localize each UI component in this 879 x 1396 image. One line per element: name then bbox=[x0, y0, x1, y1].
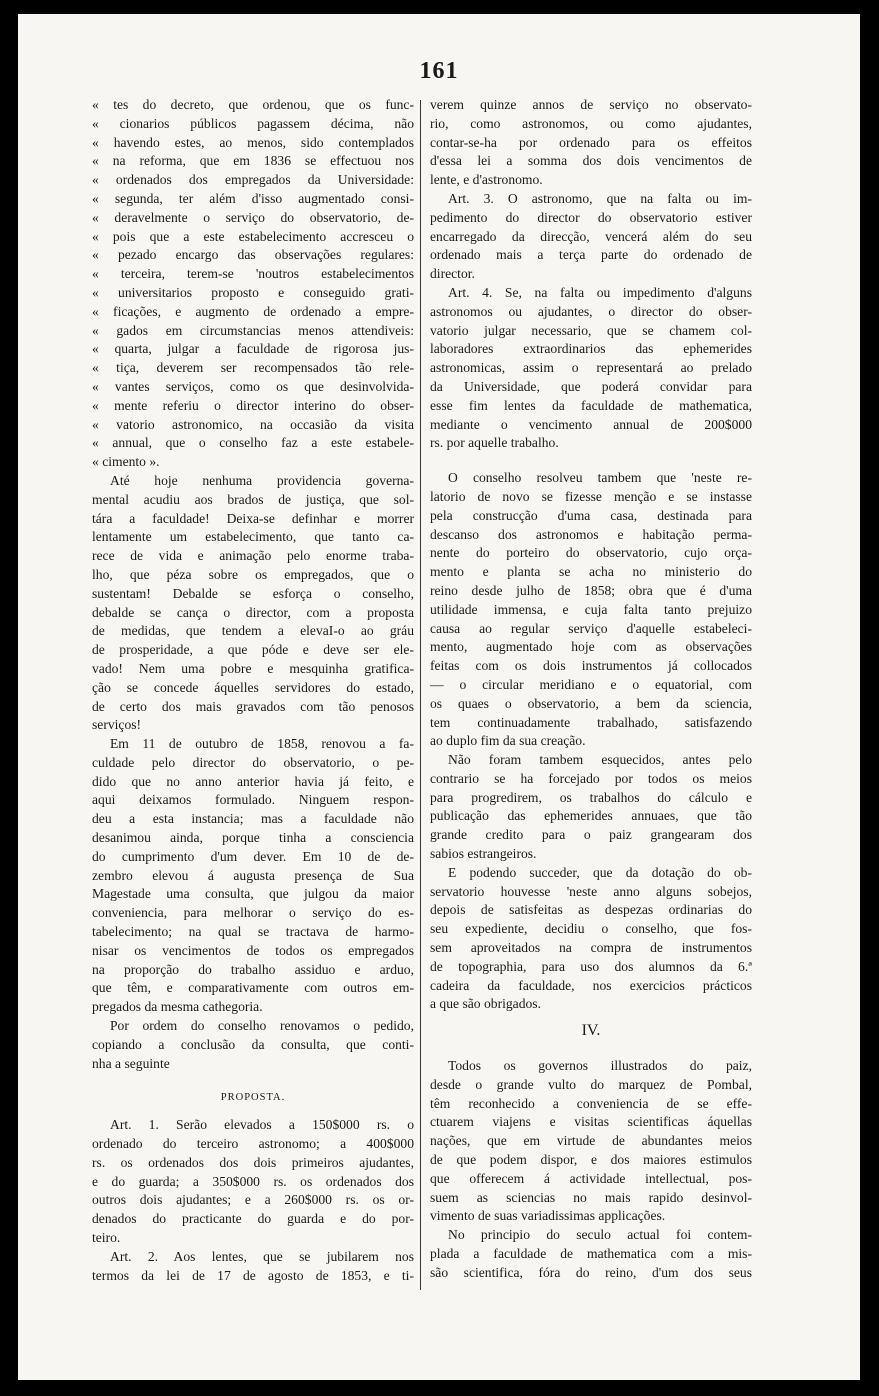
text-line: « pois que a este estabelecimento accresceu o bbox=[92, 228, 414, 244]
text-line: « tiça, deverem ser recompensados tão rele- bbox=[92, 360, 414, 376]
text-line: Art. 1. Serão elevados a 150$000 rs. o bbox=[110, 1117, 414, 1133]
text-line: director. bbox=[430, 266, 475, 282]
text-line: mento e planta se acha no ministerio do bbox=[430, 564, 752, 580]
text-line: para progredirem, os trabalhos do cálculo e bbox=[430, 789, 752, 805]
text-line: latorio de novo se fizesse menção e se instasse bbox=[430, 488, 752, 504]
text-line: grande credito para o paiz grangearam dos bbox=[430, 827, 752, 843]
text-line: ao duplo fim da sua creação. bbox=[430, 733, 586, 749]
spacer bbox=[430, 453, 752, 469]
text-line: denados do practicante do guarda e do por- bbox=[92, 1211, 414, 1227]
text-line: Não foram tambem esquecidos, antes pelo bbox=[448, 752, 752, 768]
text-line: zembro elevou á augusta presença de Sua bbox=[92, 867, 414, 883]
text-line: do cumprimento d'um dever. Em 10 de de- bbox=[92, 848, 414, 864]
text-line: « vantes serviços, como os que desinvolvida- bbox=[92, 378, 414, 394]
text-line: descanso dos astronomos e habitação perma- bbox=[430, 526, 752, 542]
text-line: causa ao regular serviço d'aquelle estabeleci- bbox=[430, 620, 752, 636]
text-line: « ordenados dos empregados da Universidade: bbox=[92, 172, 414, 188]
text-line: rs. por aquelle trabalho. bbox=[430, 435, 559, 451]
text-line: depois de satisfeitas as despezas ordinarias do bbox=[430, 902, 752, 918]
text-line: desde o grande vulto do marquez de Pombal, bbox=[430, 1076, 752, 1092]
text-line: vimento de suas variadissimas applicações. bbox=[430, 1208, 666, 1224]
text-line: nente do porteiro do observatorio, cujo orça- bbox=[430, 545, 752, 561]
text-line: « na reforma, que em 1836 se effectuou nos bbox=[92, 153, 414, 169]
text-line: d'essa lei a somma dos dois vencimentos de bbox=[430, 153, 752, 169]
text-line: « mente referiu o director interino do obser- bbox=[92, 397, 414, 413]
text-line: « tes do decreto, que ordenou, que os func- bbox=[92, 97, 414, 112]
text-line: nações, que em virtude de abundantes meios bbox=[430, 1133, 752, 1149]
text-line: rs. os ordenados dos dois primeiros ajudantes, bbox=[92, 1154, 414, 1170]
text-line: — o circular meridiano e o equatorial, com bbox=[430, 676, 752, 692]
text-line: que offerecem á actividade intellectual, pos- bbox=[430, 1170, 752, 1186]
text-line: tára a faculdade! Deixa-se definhar e morrer bbox=[92, 510, 414, 526]
text-line: pregados da mesma cathegoria. bbox=[92, 999, 263, 1015]
text-line: « ficações, e augmento de ordenado a empre- bbox=[92, 303, 414, 319]
text-line: pedimento do director do observatorio estiver bbox=[430, 209, 752, 225]
text-line: tabelecimento; na qual se tractava de harmo- bbox=[92, 924, 414, 940]
text-line: de topographia, para uso dos alumnos da 6.ª bbox=[430, 958, 752, 974]
text-line: mento, augmentado hoje com as observações bbox=[430, 639, 752, 655]
text-line: « cimento ». bbox=[92, 454, 160, 470]
text-line: encarregado da direcção, vencerá além do seu bbox=[430, 228, 752, 244]
text-line: nisar os vencimentos de todos os empregados bbox=[92, 942, 414, 958]
text-line: « deravelmente o serviço do observatorio, de- bbox=[92, 209, 414, 225]
document-page bbox=[18, 14, 860, 1380]
text-line: termos da lei de 17 de agosto de 1853, e ti- bbox=[92, 1267, 414, 1283]
text-line: Art. 4. Se, na falta ou impedimento d'alguns bbox=[448, 284, 752, 300]
text-line: têm reconhecido a conveniencia de se effe- bbox=[430, 1095, 752, 1111]
text-line: copiando a conclusão da consulta, que conti- bbox=[92, 1036, 414, 1052]
text-line: nha a seguinte bbox=[92, 1055, 170, 1071]
text-line: deu a esta instancia; mas a faculdade não bbox=[92, 811, 414, 827]
text-line: laboradores extraordinarios das ephemerides bbox=[430, 341, 752, 357]
text-line: reino desde julho de 1858; obra que é d'uma bbox=[430, 582, 752, 598]
text-line: conveniencia, para melhorar o serviço do es- bbox=[92, 905, 414, 921]
text-line: teiro. bbox=[92, 1230, 121, 1246]
text-line: Art. 2. Aos lentes, que se jubilarem nos bbox=[110, 1248, 414, 1264]
text-line: « annual, que o conselho faz a este estabele- bbox=[92, 435, 414, 451]
text-line: de prosperidade, a que póde e deve ser ele- bbox=[92, 642, 414, 658]
text-line: No principio do seculo actual foi contem- bbox=[448, 1227, 752, 1243]
text-line: Todos os governos illustrados do paiz, bbox=[448, 1058, 752, 1074]
text-line: rio, como astronomos, ou como ajudantes, bbox=[430, 115, 752, 131]
text-line: lentamente um estabelecimento, que tanto ca- bbox=[92, 529, 414, 545]
text-line: « quarta, julgar a faculdade de rigorosa jus- bbox=[92, 341, 414, 357]
text-line: mental acudiu aos brados de justiça, que sol- bbox=[92, 491, 414, 507]
text-line: esse fim lentes da faculdade de mathematica, bbox=[430, 397, 752, 413]
text-line: Até hoje nenhuma providencia governa- bbox=[110, 472, 414, 488]
text-line: debalde se cança o director, com a proposta bbox=[92, 604, 414, 620]
text-line: Art. 3. O astronomo, que na falta ou im- bbox=[448, 190, 752, 206]
column-divider bbox=[420, 100, 421, 1290]
text-line: contrario se ha forcejado por todos os meios bbox=[430, 770, 752, 786]
text-line: astronomicas, assim o representará ao prelado bbox=[430, 360, 752, 376]
text-line: sabios estrangeiros. bbox=[430, 846, 537, 862]
text-line: « havendo estes, ao menos, sido contemplados bbox=[92, 134, 414, 150]
text-line: a que são obrigados. bbox=[430, 996, 541, 1012]
text-line: tem continuadamente trabalhado, satisfazendo bbox=[430, 714, 752, 730]
text-line: « gados em circumstancias menos attendiveis: bbox=[92, 322, 414, 338]
text-line: feitas com os dois instrumentos já collocados bbox=[430, 658, 752, 674]
text-line: dido que no anno anterior havia já feito, e bbox=[92, 773, 414, 789]
text-line: na proporção do trabalho assiduo e arduo, bbox=[92, 961, 414, 977]
text-line: são scientifica, fóra do reino, d'um dos seus bbox=[430, 1264, 752, 1280]
spacer bbox=[430, 1041, 752, 1057]
text-line: vatorio julgar necessario, que se chamem col- bbox=[430, 322, 752, 338]
text-line: que têm, e comparativamente com outros em- bbox=[92, 980, 414, 996]
text-line: ordenado do terceiro astronomo; a 400$000 bbox=[92, 1136, 414, 1152]
text-line: « vatorio astronomico, na occasião da visita bbox=[92, 416, 414, 432]
text-line: sustentam! Debalde se esforça o conselho, bbox=[92, 585, 414, 601]
text-line: Por ordem do conselho renovamos o pedido, bbox=[110, 1018, 414, 1034]
text-line: plada a faculdade de mathematica com a mis- bbox=[430, 1246, 752, 1262]
text-line: de medidas, que tendem a elevaI-o ao gráu bbox=[92, 623, 414, 639]
text-line: contar-se-ha por ordenado para os effeitos bbox=[430, 134, 752, 150]
spacer bbox=[430, 1014, 752, 1022]
text-line: sem aproveitados na compra de instrumentos bbox=[430, 940, 752, 956]
text-line: ordenado mais a terça parte do ordenado de bbox=[430, 247, 752, 263]
text-line: O conselho resolveu tambem que 'neste re- bbox=[448, 470, 752, 486]
text-line: cadeira da faculdade, nos exercicios prácticos bbox=[430, 977, 752, 993]
text-line: ção se concede áquelles servidores do estado, bbox=[92, 679, 414, 695]
text-line: « segunda, ter além d'isso augmentado consi- bbox=[92, 190, 414, 206]
text-line: E podendo succeder, que da dotação do ob- bbox=[448, 864, 752, 880]
text-line: « terceira, terem-se 'noutros estabelecimentos bbox=[92, 266, 414, 282]
text-line: os quaes o observatorio, a bem da sciencia, bbox=[430, 695, 752, 711]
text-line: PROPOSTA. bbox=[220, 1092, 286, 1104]
text-line: lente, e d'astronomo. bbox=[430, 172, 543, 188]
text-line: outros dois ajudantes; e a 260$000 rs. os or- bbox=[92, 1192, 414, 1208]
page-number: 161 bbox=[419, 58, 459, 84]
text-line: de certo dos mais gravados com tão penosos bbox=[92, 698, 414, 714]
text-line: seu expediente, decidiu o conselho, que fos- bbox=[430, 921, 752, 937]
text-line: « pezado encargo das observações regulares: bbox=[92, 247, 414, 263]
text-line: suem as sciencias no mais rapido desinvol- bbox=[430, 1189, 752, 1205]
text-line: utilidade immensa, e cuja falta tanto prejuizo bbox=[430, 601, 752, 617]
right-text-column bbox=[430, 96, 752, 1283]
text-line: Magestade uma consulta, que julgou da maior bbox=[92, 886, 414, 902]
text-line: vado! Nem uma pobre e mesquinha gratifica- bbox=[92, 660, 414, 676]
text-line: publicação das ephemerides annuaes, que tão bbox=[430, 808, 752, 824]
text-line: « cionarios públicos pagassem décima, não bbox=[92, 115, 414, 131]
text-line: rece de vida e animação pelo enorme traba- bbox=[92, 548, 414, 564]
text-line: IV. bbox=[581, 1022, 601, 1040]
text-line: « universitarios proposto e conseguido grati- bbox=[92, 284, 414, 300]
text-line: de que podem dispor, e dos maiores estimulos bbox=[430, 1152, 752, 1168]
text-line: verem quinze annos de serviço no observato- bbox=[430, 97, 752, 112]
text-line: desanimou ainda, porque tinha a consciencia bbox=[92, 830, 414, 846]
text-line: pela construcção d'uma casa, destinada para bbox=[430, 507, 752, 523]
spacer bbox=[92, 1108, 414, 1116]
text-line: lho, que péza sobre os empregados, que o bbox=[92, 566, 414, 582]
text-line: astronomos ou ajudantes, o director do obser- bbox=[430, 303, 752, 319]
text-line: ctuarem viajens e visitas scientificas áquellas bbox=[430, 1114, 752, 1130]
text-line: e do guarda; a 350$000 rs. os ordenados dos bbox=[92, 1173, 414, 1189]
text-line: mediante o vencimento annual de 200$000 bbox=[430, 416, 752, 432]
text-line: serviços! bbox=[92, 717, 142, 733]
text-line: aqui deixamos formulado. Ninguem respon- bbox=[92, 792, 414, 808]
left-text-column bbox=[92, 96, 414, 1285]
text-line: servatorio houvesse 'neste anno alguns sobejos, bbox=[430, 883, 752, 899]
text-line: Em 11 de outubro de 1858, renovou a fa- bbox=[110, 736, 414, 752]
text-line: da Universidade, que poderá convidar para bbox=[430, 378, 752, 394]
spacer bbox=[92, 1073, 414, 1089]
text-line: culdade pelo director do observatorio, o pe- bbox=[92, 754, 414, 770]
